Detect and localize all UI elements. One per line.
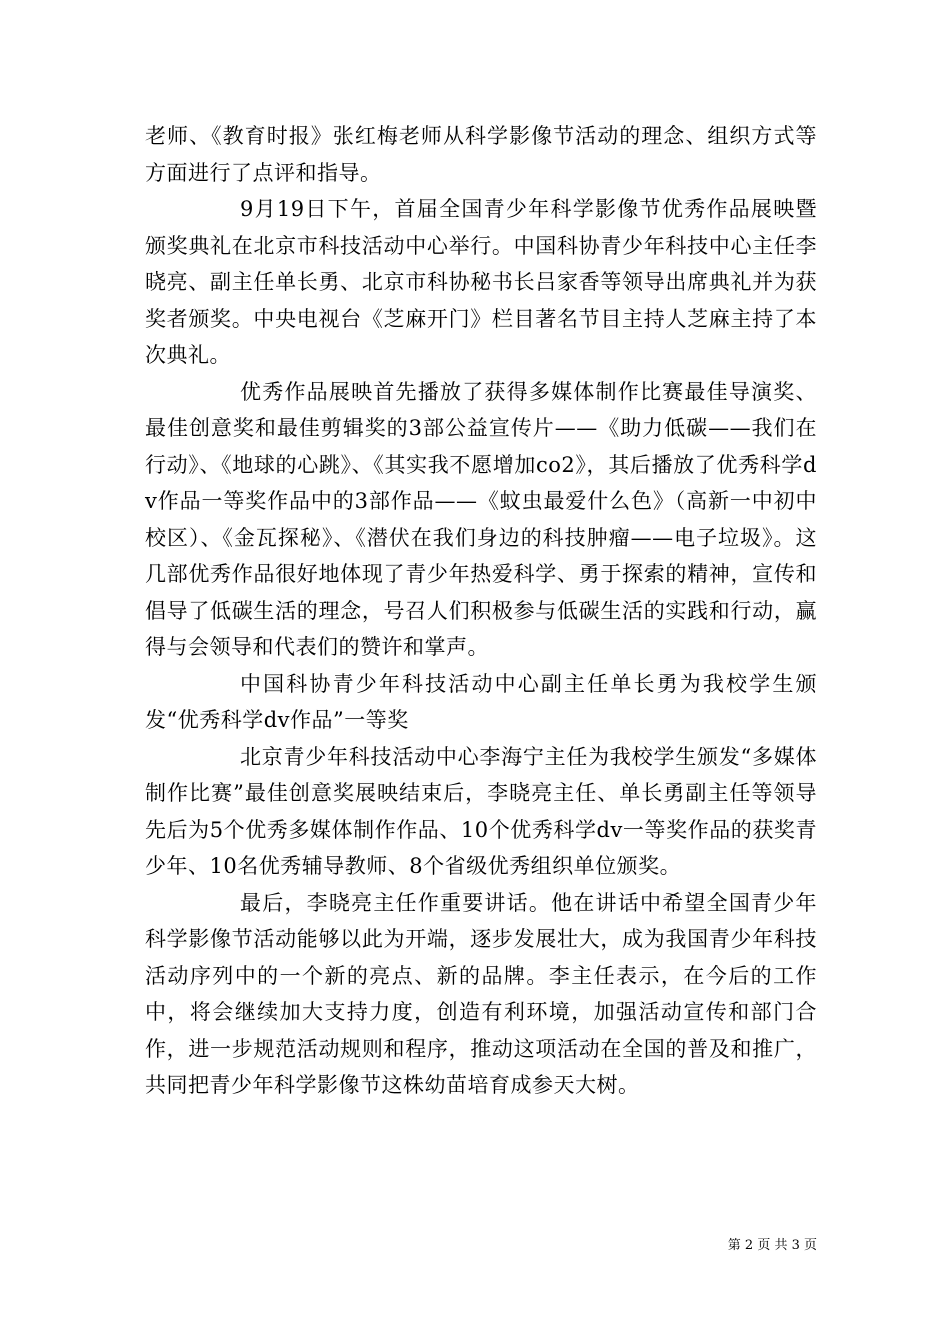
document-body	[145, 118, 817, 1104]
paragraph-multimedia-award: 北京青少年科技活动中心李海宁主任为我校学生颁发“多媒体制作比赛”最佳创意奖展映结束后，李晓亮主任、单长勇副主任等领导先后为5个优秀多媒体制作作品、10个优秀科学dv一等奖作品的获奖青少年、10名优秀辅导教师、8个省级优秀组织单位颁奖。	[145, 744, 817, 878]
page-number: 第 2 页 共 3 页	[727, 1238, 817, 1253]
paragraph-screening: 优秀作品展映首先播放了获得多媒体制作比赛最佳导演奖、最佳创意奖和最佳剪辑奖的3部公益宣传片——《助力低碳——我们在行动》、《地球的心跳》、《其实我不愿增加co2》，其后播放了优秀科学dv作品一等奖作品中的3部作品——《蚊虫最爱什么色》（高新一中初中校区）、《金瓦探秘》、《潜伏在我们身边的科技肿瘤——电子垃圾》。这几部优秀作品很好地体现了青少年热爱科学、勇于探索的精神，宣传和倡导了低碳生活的理念，号召人们积极参与低碳生活的实践和行动，赢得与会领导和代表们的赞许和掌声。	[145, 379, 817, 659]
paragraph-award-ceremony: 9月19日下午，首届全国青少年科学影像节优秀作品展映暨颁奖典礼在北京市科技活动中心举行。中国科协青少年科技中心主任李晓亮、副主任单长勇、北京市科协秘书长吕家香等领导出席典礼并为获奖者颁奖。中央电视台《芝麻开门》栏目著名节目主持人芝麻主持了本次典礼。	[145, 197, 817, 367]
paragraph-continued-review: 老师、《教育时报》张红梅老师从科学影像节活动的理念、组织方式等方面进行了点评和指导。	[145, 124, 817, 185]
paragraph-photo-caption-dv-award: 中国科协青少年科技活动中心副主任单长勇为我校学生颁发“优秀科学dv作品”一等奖	[145, 671, 817, 732]
paragraph-closing-speech: 最后，李晓亮主任作重要讲话。他在讲话中希望全国青少年科学影像节活动能够以此为开端，逐步发展壮大，成为我国青少年科技活动序列中的一个新的亮点、新的品牌。李主任表示，在今后的工作中，将会继续加大支持力度，创造有利环境，加强活动宣传和部门合作，进一步规范活动规则和程序，推动这项活动在全国的普及和推广，共同把青少年科学影像节这株幼苗培育成参天大树。	[145, 890, 817, 1097]
